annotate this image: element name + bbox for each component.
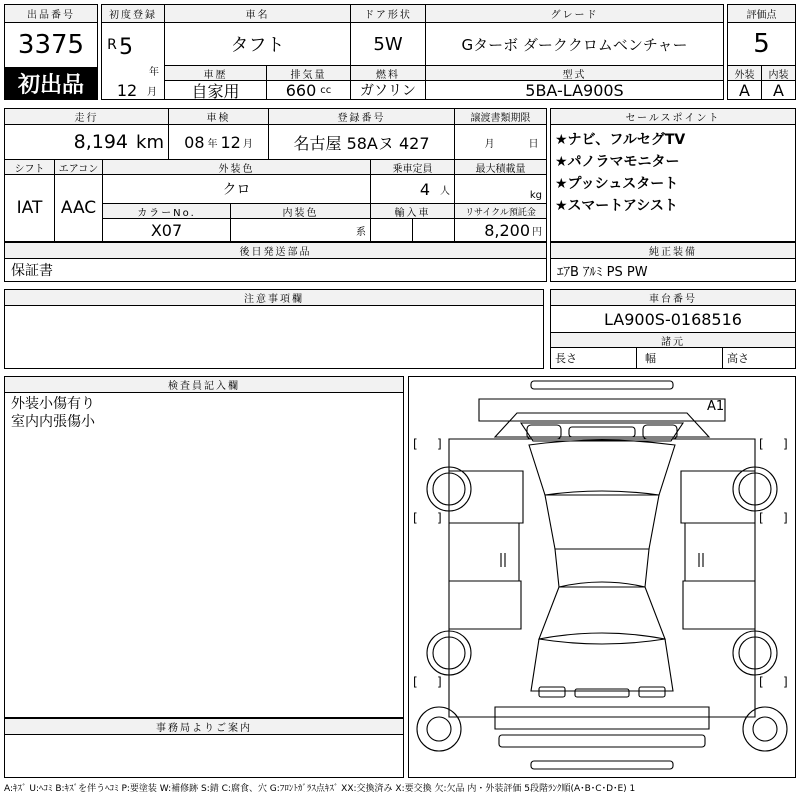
sales-points-list — [555, 129, 685, 217]
bracket-open: [ — [413, 511, 418, 525]
max-load-label: 最大積載量 — [455, 159, 546, 175]
exterior-grade-label: 外装 — [728, 65, 762, 81]
displacement-cell — [267, 81, 351, 99]
transfer-due-cell — [455, 125, 546, 159]
aircon-label: エアコン — [55, 159, 103, 175]
capacity-label: 乗車定員 — [371, 159, 455, 175]
capacity-cell — [371, 175, 455, 203]
bracket-close: ] — [783, 675, 788, 689]
damage-mark-a1: A1 — [707, 399, 725, 414]
office-label: 事務局よりご案内 — [5, 719, 403, 735]
car-name-label: 車名 — [165, 5, 351, 23]
sales-points-label: セールスポイント — [551, 109, 795, 125]
first-listing-badge: 初出品 — [5, 67, 97, 99]
inspection-cell — [169, 125, 269, 159]
later-parts-value: 保証書 — [11, 263, 53, 279]
interior-color-label: 内装色 — [231, 203, 371, 219]
recycle-cell — [455, 219, 546, 241]
later-parts-box — [4, 242, 547, 282]
transfer-due-label: 譲渡書類期限 — [455, 109, 546, 125]
bracket-close: ] — [437, 437, 442, 451]
fuel-label: 燃料 — [351, 65, 426, 81]
shift-label: シフト — [5, 159, 55, 175]
bracket-open: [ — [759, 675, 764, 689]
color-label: 外装色 — [103, 159, 371, 175]
model-value: 5BA-LA900S — [525, 81, 624, 99]
mileage-value: 8,194 — [73, 131, 129, 153]
max-load-unit: kg — [529, 190, 542, 201]
notes-label: 注意事項欄 — [5, 290, 543, 306]
score-label: 評価点 — [728, 5, 795, 23]
equipment-value: ｴｱB ｱﾙﾐ PS PW — [557, 264, 648, 280]
bracket-open: [ — [759, 511, 764, 525]
inspector-box — [4, 376, 404, 718]
first-reg-label: 初度登録 — [102, 5, 165, 23]
chassis-value: LA900S-0168516 — [604, 309, 742, 329]
bracket-open: [ — [759, 437, 764, 451]
sales-point-item: ★プッシュスタート — [555, 176, 679, 192]
first-reg-era: R — [107, 37, 117, 53]
score-value: 5 — [753, 29, 770, 59]
inspector-note-line: 外装小傷有り — [11, 396, 95, 412]
interior-grade-value: A — [773, 81, 784, 99]
equipment-box — [550, 242, 796, 282]
capacity-value: 4 — [419, 179, 430, 199]
details-grid — [4, 108, 547, 242]
interior-grade-label: 内装 — [762, 65, 795, 81]
mileage-label: 走行 — [5, 109, 169, 125]
max-load-cell — [455, 175, 546, 203]
transfer-due-day: 日 — [528, 138, 539, 150]
recycle-unit: 円 — [532, 226, 542, 238]
dimension-length: 長さ — [551, 348, 637, 368]
door-value: 5W — [351, 23, 426, 65]
bracket-close: ] — [783, 437, 788, 451]
inspection-year-unit: 年 — [207, 138, 218, 150]
color-value: クロ — [103, 175, 371, 203]
notes-box — [4, 289, 544, 369]
bracket-close: ] — [783, 511, 788, 525]
color-no-label: カラーNo. — [103, 203, 231, 219]
car-name-value: タフト — [165, 23, 351, 65]
inspector-notes — [11, 395, 95, 431]
score-box — [727, 4, 796, 100]
chassis-label: 車台番号 — [551, 290, 795, 306]
car-diagram — [409, 377, 795, 777]
car-diagram-box — [408, 376, 796, 778]
vehicle-summary — [101, 4, 724, 100]
inspector-note-line: 室内内張傷小 — [11, 414, 95, 430]
first-reg-month-unit: 月 — [147, 86, 157, 97]
dimensions-label: 諸元 — [551, 332, 795, 348]
displacement-value: 660 — [285, 81, 317, 99]
inspection-month: 12 — [220, 132, 241, 152]
model-label: 型式 — [426, 65, 723, 81]
first-reg-year: 5 — [119, 34, 133, 60]
sales-point-item: ★パノラマモニター — [555, 154, 680, 170]
interior-color-cell — [231, 219, 371, 241]
mileage-cell — [5, 125, 169, 159]
import-cell-b — [413, 219, 455, 241]
grade-value: Gターボ ダーククロムベンチャー — [461, 35, 688, 54]
recycle-label: リサイクル預託金 — [455, 203, 546, 219]
bracket-open: [ — [413, 675, 418, 689]
lot-box — [4, 4, 98, 100]
recycle-value: 8,200 — [484, 220, 530, 240]
bracket-open: [ — [413, 437, 418, 451]
equipment-label: 純正装備 — [551, 243, 795, 259]
history-value: 自家用 — [165, 81, 267, 99]
legend-text: A:ｷｽﾞ U:ﾍｺﾐ B:ｷｽﾞを伴うﾍｺﾐ P:要塗装 W:補修跡 S:錆 C:腐食、穴 G:ﾌﾛﾝﾄｶﾞﾗｽ点ｷｽﾞ XX:交換済み X:要交換 欠:欠品 内・外装評価 5段階ﾗﾝｸ順(A･B･C･D･E) 1 — [4, 784, 636, 794]
history-label: 車歴 — [165, 65, 267, 81]
first-reg-year-unit: 年 — [149, 66, 159, 77]
transfer-due-month: 月 — [484, 138, 495, 150]
door-label: ドア形状 — [351, 5, 426, 23]
inspection-label: 車検 — [169, 109, 269, 125]
later-parts-label: 後日発送部品 — [5, 243, 546, 259]
dimension-height: 高さ — [727, 352, 749, 365]
inspector-label: 検査員記入欄 — [5, 377, 403, 393]
plate-value: 名古屋 58Aヌ 427 — [269, 125, 455, 159]
first-reg-month: 12 — [116, 81, 138, 99]
import-cell-a — [371, 219, 413, 241]
import-label: 輸入車 — [371, 203, 455, 219]
inspection-year: 08 — [184, 132, 205, 152]
sales-point-item: ★スマートアシスト — [555, 198, 678, 214]
grade-label: グレード — [426, 5, 723, 23]
lot-number: 3375 — [17, 30, 85, 60]
displacement-label: 排気量 — [267, 65, 351, 81]
exterior-grade-value: A — [728, 81, 762, 99]
fuel-value: ガソリン — [351, 81, 426, 99]
displacement-unit: cc — [320, 84, 332, 96]
inspection-month-unit: 月 — [242, 138, 253, 150]
color-no-value: X07 — [103, 219, 231, 241]
bracket-close: ] — [437, 511, 442, 525]
aircon-value: AAC — [55, 175, 103, 241]
bracket-close: ] — [437, 675, 442, 689]
interior-color-unit: 系 — [356, 226, 366, 238]
chassis-box — [550, 289, 796, 369]
lot-label: 出品番号 — [5, 5, 97, 23]
capacity-unit: 人 — [440, 185, 450, 197]
sales-points-box — [550, 108, 796, 242]
dimension-width: 幅 — [637, 348, 723, 368]
shift-value: IAT — [5, 175, 55, 241]
office-box — [4, 718, 404, 778]
plate-label: 登録番号 — [269, 109, 455, 125]
mileage-unit: km — [136, 131, 164, 153]
sales-point-item: ★ナビ、フルセグTV — [555, 132, 686, 148]
